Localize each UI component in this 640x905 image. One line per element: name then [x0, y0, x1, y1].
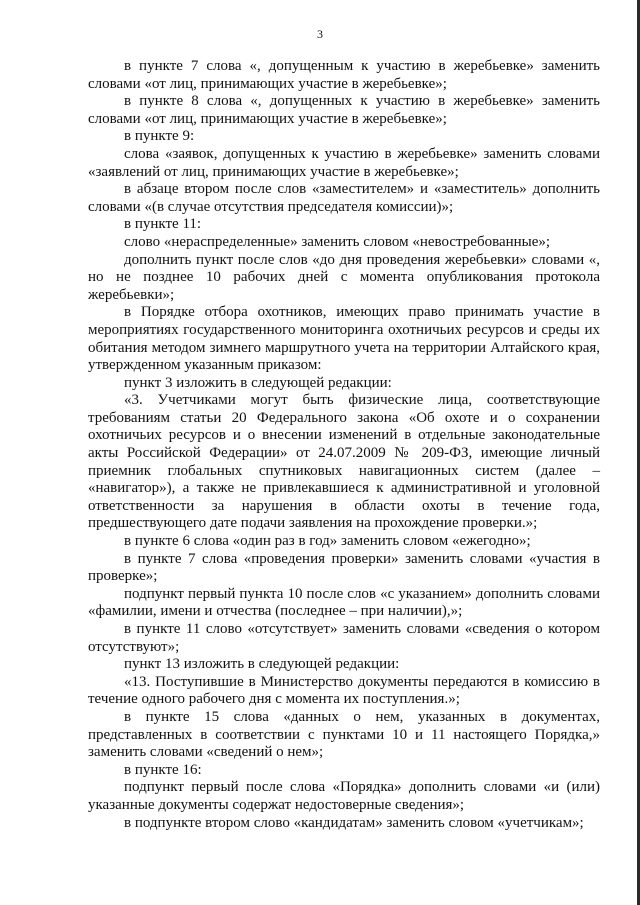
- paragraph: слова «заявок, допущенных к участию в жеребьевке» заменить словами «заявлений от лиц, принимающих участие в жеребьевке»;: [88, 145, 600, 180]
- paragraph: в пункте 11:: [124, 216, 202, 233]
- paragraph: слово «нераспределенные» заменить словом «невостребованные»;: [124, 233, 551, 250]
- paragraph: в пункте 7 слова «проведения проверки» заменить словами «участия в проверке»;: [88, 550, 600, 585]
- paragraph: «13. Поступившие в Министерство документы передаются в комиссию в течение одного рабочего дня с момента их поступления.»;: [88, 673, 600, 708]
- document-body: [88, 58, 600, 832]
- paragraph: в пункте 11 слово «отсутствует» заменить словами «сведения о котором отсутствуют»;: [88, 621, 600, 655]
- paragraph: в пункте 9:: [124, 128, 195, 145]
- paragraph: в пункте 7 слова «, допущенным к участию в жеребьевке» заменить словами «от лиц, принимающих участие в жеребьевке»;: [88, 58, 600, 92]
- paragraph: пункт 13 изложить в следующей редакции:: [124, 656, 400, 673]
- paragraph: в пункте 15 слова «данных о нем, указанных в документах, представленных в соответствии с пунктами 10 и 11 настоящего Порядка,» заменить словами «сведений о нем»;: [88, 708, 600, 761]
- paragraph: в пункте 8 слова «, допущенных к участию в жеребьевке» заменить словами «от лиц, принимающих участие в жеребьевке»;: [88, 93, 600, 127]
- paragraph: подпункт первый пункта 10 после слов «с указанием» дополнить словами «фамилии, имени и отчества (последнее – при наличии),»;: [88, 585, 600, 620]
- paragraph: в подпункте втором слово «кандидатам» заменить словом «учетчикам»;: [124, 814, 584, 831]
- paragraph: «3. Учетчиками могут быть физические лица, соответствующие требованиям статьи 20 Федерального закона «Об охоте и о сохранении охотничьих ресурсов и о внесении изменений в отдельные законодательные акты Российской Федерации» от 24.07.2009 № 209-ФЗ, имеющие личный приемник глобальных спутниковых навигационных систем (далее – «навигатор»), а также не привлекавшиеся к административной и уголовной ответственности за нарушения в области охоты в течение года, предшествующего дате подачи заявления на прохождение проверки.»;: [88, 392, 600, 532]
- paragraph: в пункте 6 слова «один раз в год» заменить словом «ежегодно»;: [124, 533, 531, 550]
- paragraph: дополнить пункт после слов «до дня проведения жеребьевки» словами «, но не позднее 10 рабочих дней с момента опубликования протокола жеребьевки»;: [88, 251, 600, 303]
- paragraph: в абзаце втором после слов «заместителем» и «заместитель» дополнить словами «(в случае отсутствия председателя комиссии)»;: [88, 181, 600, 215]
- paragraph: в Порядке отбора охотников, имеющих право принимать участие в мероприятиях государственного мониторинга охотничьих ресурсов и среды их обитания методом зимнего маршрутного учета на территории Алтайского края, утвержденном указанным приказом:: [88, 304, 600, 374]
- page-number: 3: [317, 27, 323, 41]
- paragraph: подпункт первый после слова «Порядка» дополнить словами «и (или) указанные документы содержат недостоверные сведения»;: [88, 779, 600, 813]
- paragraph: в пункте 16:: [124, 761, 202, 778]
- paragraph: пункт 3 изложить в следующей редакции:: [124, 374, 392, 391]
